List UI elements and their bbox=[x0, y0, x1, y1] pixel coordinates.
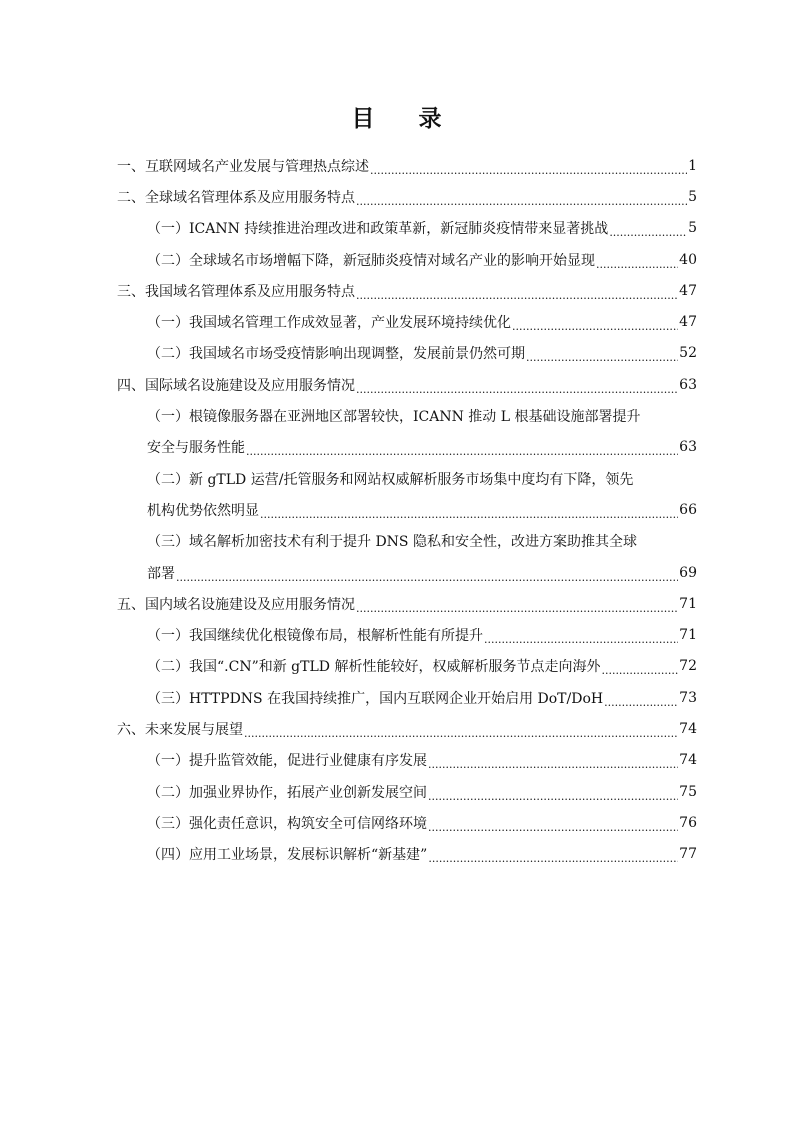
toc-entry[interactable] bbox=[117, 150, 697, 181]
dot-leader bbox=[526, 349, 678, 365]
dot-leader bbox=[601, 662, 678, 678]
toc-entry-text: 一、互联网域名产业发展与管理热点综述 bbox=[117, 158, 369, 175]
toc-entry[interactable] bbox=[117, 213, 697, 244]
toc-entry-text: （二）我国“.CN”和新 gTLD 解析性能较好，权威解析服务节点走向海外 bbox=[147, 659, 601, 676]
toc-entry[interactable] bbox=[117, 682, 697, 713]
dot-leader bbox=[356, 381, 678, 397]
toc-entry[interactable] bbox=[117, 619, 697, 650]
toc-entry-text: （三）HTTPDNS 在我国持续推广，国内互联网企业开始启用 DoT/DoH bbox=[147, 690, 604, 707]
toc-entry-text: （一）ICANN 持续推进治理改进和政策革新，新冠肺炎疫情带来显著挑战 bbox=[147, 221, 609, 238]
toc-entry[interactable] bbox=[117, 181, 697, 212]
toc-page-number: 74 bbox=[679, 752, 697, 769]
dot-leader bbox=[604, 694, 678, 710]
toc-page-number: 77 bbox=[679, 846, 697, 863]
toc-entry-text: （二）我国域名市场受疫情影响出现调整，发展前景仍然可期 bbox=[147, 346, 525, 363]
table-of-contents bbox=[117, 150, 697, 870]
toc-entry[interactable] bbox=[117, 369, 697, 400]
toc-page-number: 73 bbox=[679, 689, 697, 706]
toc-entry-line[interactable] bbox=[117, 526, 697, 557]
toc-entry-text: （三）强化责任意识，构筑安全可信网络环境 bbox=[147, 815, 427, 832]
dot-leader bbox=[244, 725, 678, 741]
toc-entry-text: （一）提升监管效能，促进行业健康有序发展 bbox=[147, 753, 427, 770]
toc-entry[interactable] bbox=[117, 839, 697, 870]
toc-entry-text: 六、未来发展与展望 bbox=[117, 721, 243, 738]
toc-entry-line[interactable] bbox=[117, 400, 697, 431]
page-title: 目 录 bbox=[351, 105, 460, 132]
toc-page-number: 71 bbox=[679, 595, 697, 612]
toc-page-number: 5 bbox=[688, 188, 697, 205]
toc-entry-continuation[interactable] bbox=[117, 494, 697, 525]
toc-entry-text: （二）新 gTLD 运营/托管服务和网站权威解析服务市场集中度均有下降，领先 bbox=[147, 471, 634, 488]
toc-entry[interactable] bbox=[117, 776, 697, 807]
toc-page-number: 47 bbox=[679, 282, 697, 299]
toc-entry[interactable] bbox=[117, 651, 697, 682]
toc-page-number: 76 bbox=[679, 814, 697, 831]
dot-leader bbox=[428, 788, 678, 804]
dot-leader bbox=[512, 318, 678, 334]
toc-entry-text: （四）应用工业场景，发展标识解析“新基建” bbox=[147, 847, 428, 864]
toc-entry[interactable] bbox=[117, 713, 697, 744]
toc-entry-text-continued: 部署 bbox=[147, 565, 175, 582]
toc-page-number: 40 bbox=[679, 251, 697, 268]
dot-leader bbox=[356, 600, 678, 616]
toc-entry[interactable] bbox=[117, 244, 697, 275]
dot-leader bbox=[484, 631, 678, 647]
toc-page-number: 74 bbox=[679, 720, 697, 737]
toc-page-number: 63 bbox=[679, 376, 697, 393]
toc-page-number: 72 bbox=[679, 658, 697, 675]
toc-entry-text: 四、国际域名设施建设及应用服务情况 bbox=[117, 377, 355, 394]
toc-page-number: 1 bbox=[688, 157, 697, 174]
toc-page-number: 66 bbox=[679, 501, 697, 518]
toc-entry-text: （一）我国域名管理工作成效显著，产业发展环境持续优化 bbox=[147, 315, 511, 332]
toc-entry-continuation[interactable] bbox=[117, 432, 697, 463]
toc-page-number: 52 bbox=[679, 345, 697, 362]
toc-entry-text: 三、我国域名管理体系及应用服务特点 bbox=[117, 283, 355, 300]
toc-entry[interactable] bbox=[117, 745, 697, 776]
toc-entry-text: 二、全球域名管理体系及应用服务特点 bbox=[117, 189, 355, 206]
dot-leader bbox=[176, 569, 678, 585]
toc-entry[interactable] bbox=[117, 807, 697, 838]
dot-leader bbox=[370, 162, 687, 178]
dot-leader bbox=[596, 256, 678, 272]
toc-entry-text: 五、国内域名设施建设及应用服务情况 bbox=[117, 596, 355, 613]
dot-leader bbox=[356, 287, 678, 303]
dot-leader bbox=[428, 850, 678, 866]
toc-page-number: 63 bbox=[679, 439, 697, 456]
dot-leader bbox=[428, 756, 678, 772]
toc-entry-text: （三）域名解析加密技术有利于提升 DNS 隐私和安全性，改进方案助推其全球 bbox=[147, 534, 637, 551]
dot-leader bbox=[356, 193, 687, 209]
dot-leader bbox=[246, 443, 678, 459]
toc-page-number: 5 bbox=[688, 220, 697, 237]
toc-entry-text: （二）加强业界协作，拓展产业创新发展空间 bbox=[147, 784, 427, 801]
toc-entry-text-continued: 机构优势依然明显 bbox=[147, 502, 259, 519]
toc-entry-text: （一）我国继续优化根镜像布局，根解析性能有所提升 bbox=[147, 628, 483, 645]
toc-entry[interactable] bbox=[117, 338, 697, 369]
toc-page-number: 75 bbox=[679, 783, 697, 800]
dot-leader bbox=[428, 819, 678, 835]
toc-entry-text: （二）全球域名市场增幅下降，新冠肺炎疫情对域名产业的影响开始显现 bbox=[147, 252, 595, 269]
toc-page-number: 69 bbox=[679, 564, 697, 581]
dot-leader bbox=[260, 506, 678, 522]
dot-leader bbox=[609, 224, 687, 240]
toc-entry-text: （一）根镜像服务器在亚洲地区部署较快，ICANN 推动 L 根基础设施部署提升 bbox=[147, 409, 641, 426]
toc-page-number: 71 bbox=[679, 627, 697, 644]
toc-entry[interactable] bbox=[117, 588, 697, 619]
toc-entry[interactable] bbox=[117, 275, 697, 306]
toc-entry-text-continued: 安全与服务性能 bbox=[147, 440, 245, 457]
toc-entry-continuation[interactable] bbox=[117, 557, 697, 588]
toc-entry[interactable] bbox=[117, 306, 697, 337]
toc-entry-line[interactable] bbox=[117, 463, 697, 494]
toc-page-number: 47 bbox=[679, 314, 697, 331]
